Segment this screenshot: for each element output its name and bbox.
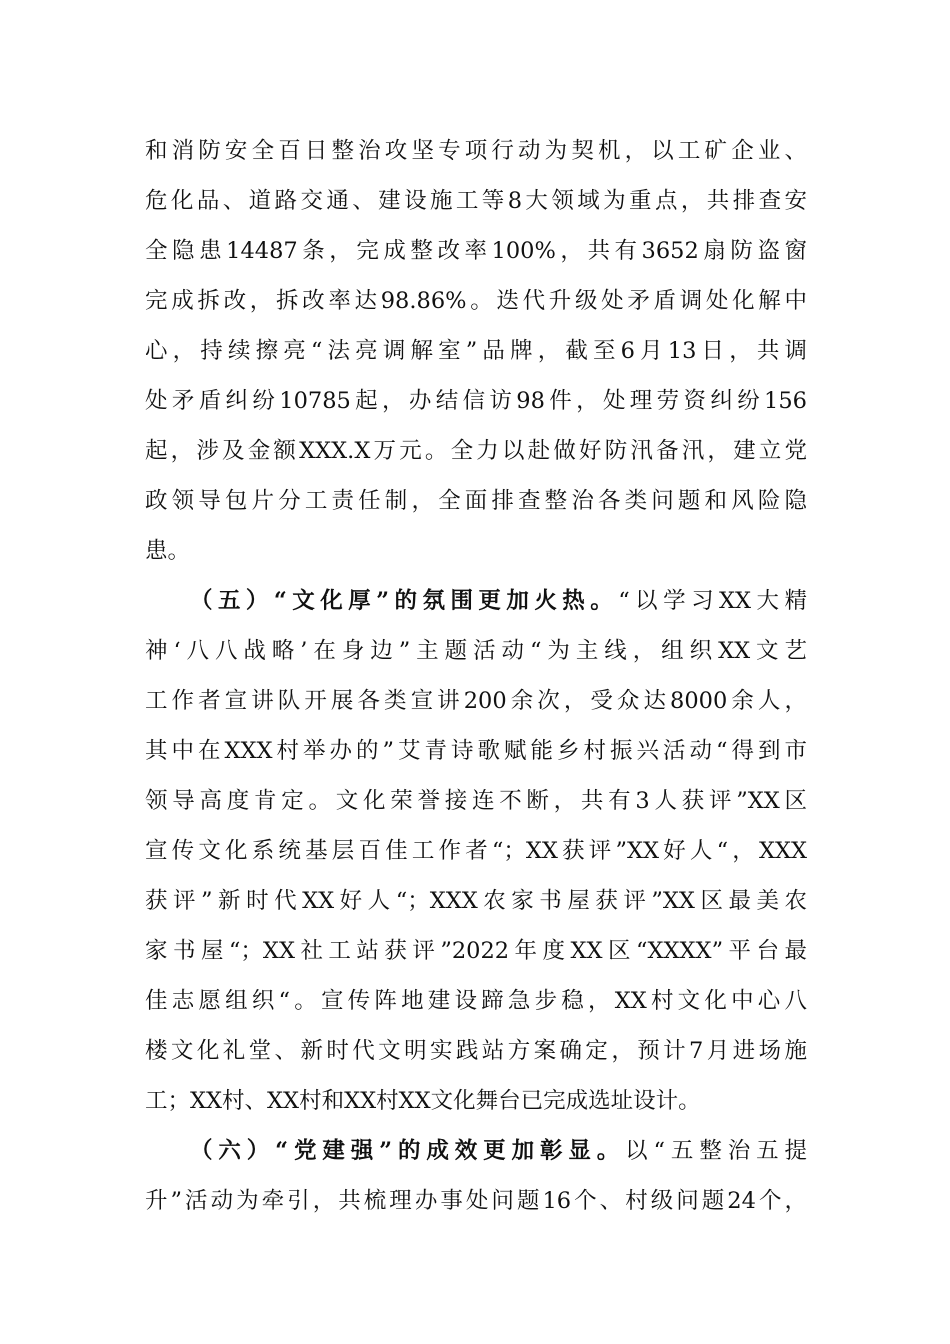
text-line: 全隐患14487条，完成整改率100%，共有3652扇防盗窗 — [145, 238, 807, 264]
text-line: 领导高度肯定。文化荣誉接连不断，共有3人获评”XX区 — [145, 788, 807, 814]
text-line: 楼文化礼堂、新时代文明实践站方案确定，预计7月进场施 — [145, 1038, 807, 1064]
text-line: 工作者宣讲队开展各类宣讲200余次，受众达8000余人， — [145, 688, 807, 714]
section-heading-five: （五）“文化厚”的氛围更加火热。 — [190, 588, 619, 614]
text-line: 家书屋“；XX社工站获评”2022年度XX区“XXXX”平台最 — [145, 938, 807, 964]
text-run: 以“五整治五提 — [625, 1138, 807, 1164]
text-line: 政领导包片分工责任制，全面排查整治各类问题和风险隐 — [145, 488, 807, 514]
section-heading-line — [145, 1126, 807, 1176]
text-line: 和消防安全百日整治攻坚专项行动为契机，以工矿企业、 — [145, 138, 807, 164]
text-line: 升”活动为牵引，共梳理办事处问题16个、村级问题24个， — [145, 1188, 807, 1214]
text-line: 其中在XXX村举办的”艾青诗歌赋能乡村振兴活动“得到市 — [145, 738, 807, 764]
text-line: 危化品、道路交通、建设施工等8大领域为重点，共排查安 — [145, 188, 807, 214]
text-line: 获评”新时代XX好人“；XXX农家书屋获评”XX区最美农 — [145, 888, 807, 914]
text-line: 佳志愿组织“。宣传阵地建设蹄急步稳，XX村文化中心八 — [145, 988, 807, 1014]
section-heading-line — [145, 576, 807, 626]
text-line: 神‘八八战略’在身边”主题活动“为主线，组织XX文艺 — [145, 638, 807, 664]
text-line: 心，持续擦亮“法亮调解室”品牌，截至6月13日，共调 — [145, 338, 807, 364]
text-run: “以学习XX大精 — [618, 588, 807, 614]
document-page — [145, 126, 807, 1226]
text-line: 处矛盾纠纷10785起，办结信访98件，处理劳资纠纷156 — [145, 388, 807, 414]
text-line: 患。 — [145, 538, 191, 564]
text-line: 宣传文化系统基层百佳工作者“；XX获评”XX好人“，XXX — [145, 838, 807, 864]
text-line: 工；XX村、XX村和XX村XX文化舞台已完成选址设计。 — [145, 1088, 701, 1114]
text-line: 完成拆改，拆改率达98.86%。迭代升级处矛盾调处化解中 — [145, 288, 807, 314]
text-line: 起，涉及金额XXX.X万元。全力以赴做好防汛备汛，建立党 — [145, 438, 807, 464]
section-heading-six: （六）“党建强”的成效更加彰显。 — [190, 1138, 626, 1164]
